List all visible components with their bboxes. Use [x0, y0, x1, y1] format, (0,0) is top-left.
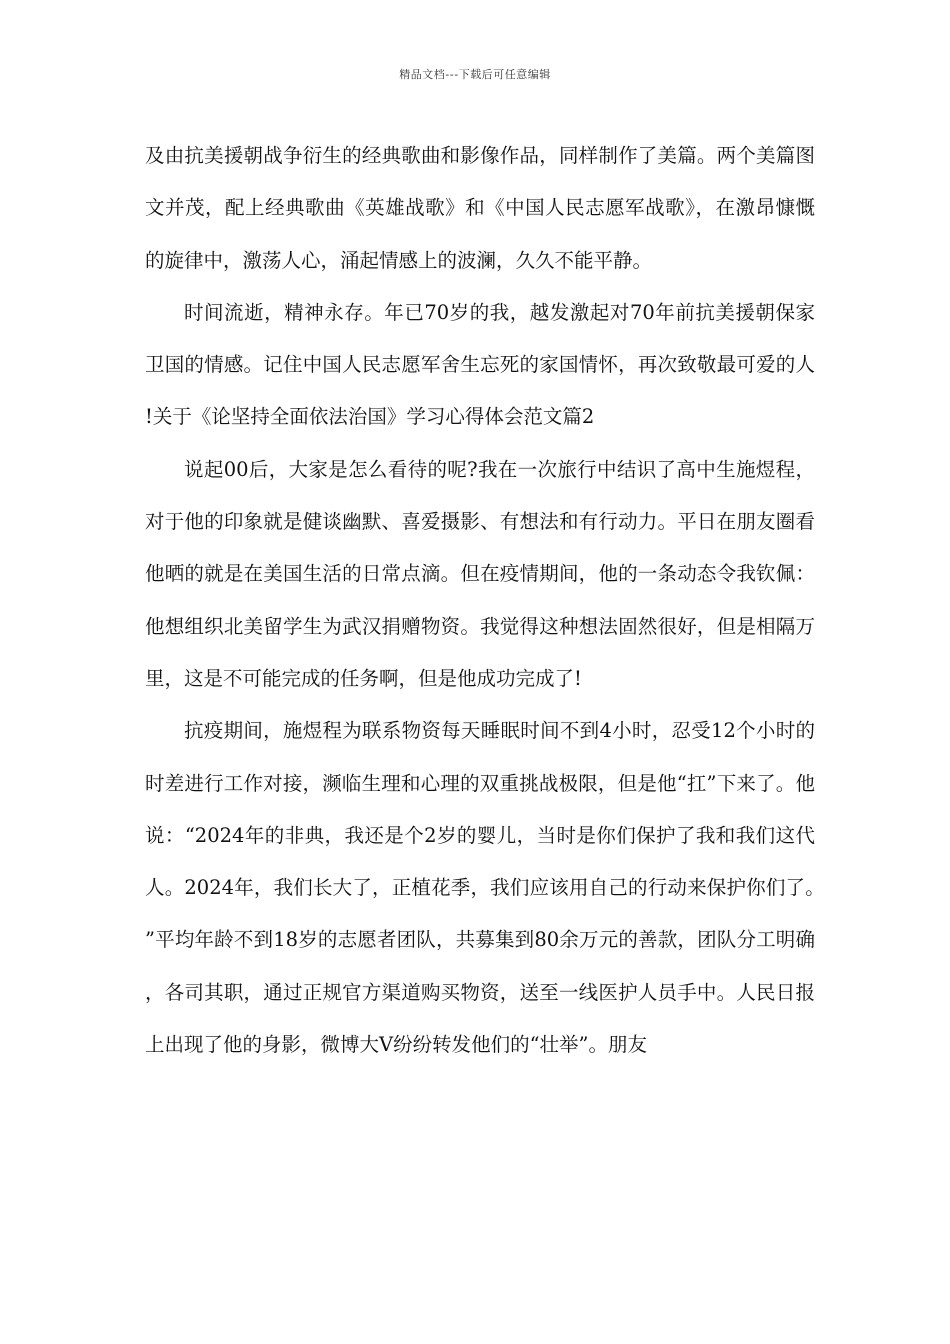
page-header: 精品文档---下载后可任意编辑	[399, 68, 551, 81]
paragraph-1: 及由抗美援朝战争衍生的经典歌曲和影像作品，同样制作了美篇。两个美篇图文并茂，配上经典歌曲《英雄战歌》和《中国人民志愿军战歌》，在激昂慷慨的旋律中，激荡人心，涌起情感上的波澜，久久不能平静。	[145, 144, 815, 272]
paragraph-2: 时间流逝，精神永存。年已70岁的我，越发激起对70年前抗美援朝保家卫国的情感。记住中国人民志愿军舍生忘死的家国情怀，再次致敬最可爱的人!关于《论坚持全面依法治国》学习心得体会范文篇2	[145, 300, 815, 429]
paragraph-3: 说起00后，大家是怎么看待的呢?我在一次旅行中结识了高中生施煜程，对于他的印象就是健谈幽默、喜爱摄影、有想法和有行动力。平日在朋友圈看他晒的就是在美国生活的日常点滴。但在疫情期间，他的一条动态令我钦佩：他想组织北美留学生为武汉捐赠物资。我觉得这种想法固然很好，但是相隔万里，这是不可能完成的任务啊，但是他成功完成了!	[145, 457, 815, 690]
document-body	[145, 130, 815, 1071]
paragraph-4: 抗疫期间，施煜程为联系物资每天睡眠时间不到4小时，忍受12个小时的时差进行工作对接，濒临生理和心理的双重挑战极限，但是他“扛”下来了。他说：“2024年的非典，我还是个2岁的婴儿，当时是你们保护了我和我们这代人。2024年，我们长大了，正植花季，我们应该用自己的行动来保护你们了。”平均年龄不到18岁的志愿者团队，共募集到80余万元的善款，团队分工明确，各司其职，通过正规官方渠道购买物资，送至一线医护人员手中。人民日报上出现了他的身影，微博大V纷纷转发他们的“壮举”。朋友	[145, 719, 815, 1057]
